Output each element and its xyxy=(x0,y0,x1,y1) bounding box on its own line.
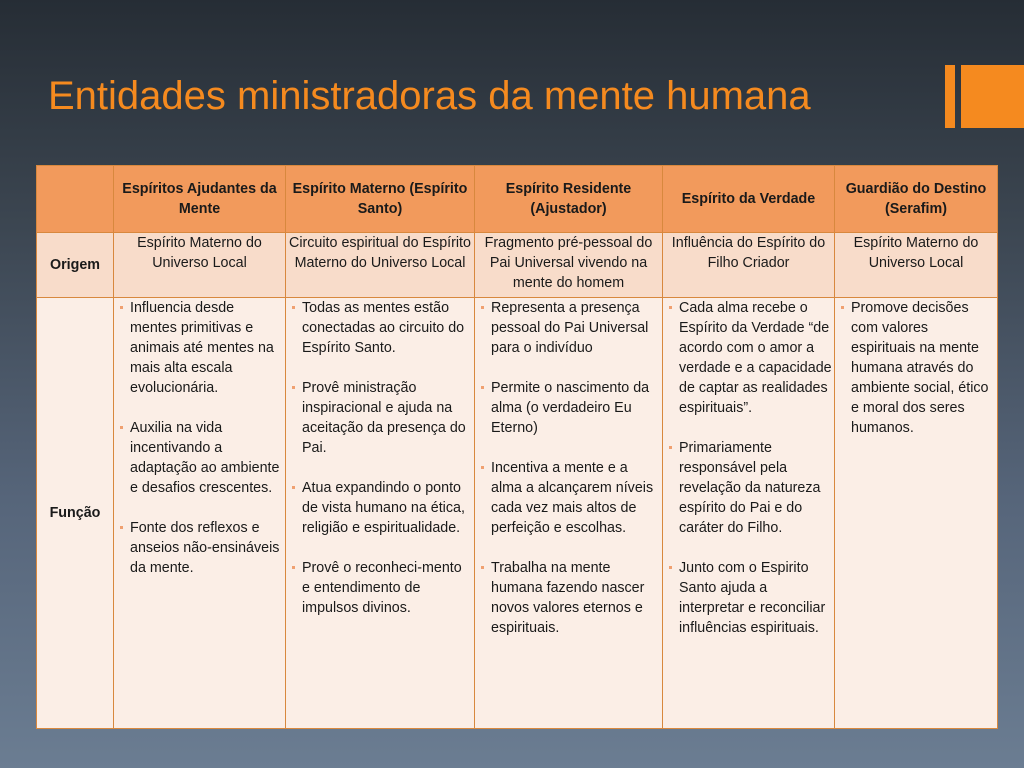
bullet-item: Primariamente responsável pela revelação da natureza espírito do Pai e do caráter do Filho. xyxy=(667,438,832,538)
origem-cell: Fragmento pré-pessoal do Pai Universal vivendo na mente do homem xyxy=(475,233,663,298)
bullet-list xyxy=(667,298,832,638)
bullet-item: Permite o nascimento da alma (o verdadeiro Eu Eterno) xyxy=(479,378,660,438)
entities-table xyxy=(36,165,998,729)
funcao-cell xyxy=(663,298,835,729)
bullet-list xyxy=(290,298,472,618)
row-label-funcao: Função xyxy=(37,298,114,729)
bullet-list xyxy=(479,298,660,638)
bullet-item: Provê o reconheci-mento e entendimento de impulsos divinos. xyxy=(290,558,472,618)
column-header: Guardião do Destino (Serafim) xyxy=(835,166,998,233)
bullet-item: Fonte dos reflexos e anseios não-ensináveis da mente. xyxy=(118,518,283,578)
bullet-item: Provê ministração inspiracional e ajuda na aceitação da presença do Pai. xyxy=(290,378,472,458)
bullet-item: Promove decisões com valores espirituais na mente humana através do ambiente social, ético e moral dos seres humanos. xyxy=(839,298,995,438)
bullet-item: Incentiva a mente e a alma a alcançarem níveis cada vez mais altos de perfeição e escolhas. xyxy=(479,458,660,538)
decorative-bar-thin xyxy=(945,65,955,128)
column-header: Espíritos Ajudantes da Mente xyxy=(114,166,286,233)
header-row xyxy=(37,166,998,233)
bullet-item: Junto com o Espirito Santo ajuda a interpretar e reconciliar influências espirituais. xyxy=(667,558,832,638)
bullet-item: Cada alma recebe o Espírito da Verdade “de acordo com o amor a verdade e a capacidade de captar as realidades espirituais”. xyxy=(667,298,832,418)
bullet-item: Representa a presença pessoal do Pai Universal para o indivíduo xyxy=(479,298,660,358)
row-label-origem: Origem xyxy=(37,233,114,298)
bullet-item: Todas as mentes estão conectadas ao circuito do Espírito Santo. xyxy=(290,298,472,358)
origem-cell: Espírito Materno do Universo Local xyxy=(114,233,286,298)
bullet-item: Auxilia na vida incentivando a adaptação ao ambiente e desafios crescentes. xyxy=(118,418,283,498)
bullet-item: Atua expandindo o ponto de vista humano na ética, religião e espiritualidade. xyxy=(290,478,472,538)
bullet-item: Influencia desde mentes primitivas e animais até mentes na mais alta escala evolucionária. xyxy=(118,298,283,398)
origem-cell: Influência do Espírito do Filho Criador xyxy=(663,233,835,298)
slide-title: Entidades ministradoras da mente humana xyxy=(48,74,811,118)
column-header: Espírito Residente (Ajustador) xyxy=(475,166,663,233)
bullet-list xyxy=(118,298,283,578)
funcao-cell xyxy=(114,298,286,729)
origem-row xyxy=(37,233,998,298)
origem-cell: Espírito Materno do Universo Local xyxy=(835,233,998,298)
header-cell-empty xyxy=(37,166,114,233)
funcao-cell xyxy=(475,298,663,729)
column-header: Espírito da Verdade xyxy=(663,166,835,233)
funcao-cell xyxy=(286,298,475,729)
bullet-item: Trabalha na mente humana fazendo nascer novos valores eternos e espirituais. xyxy=(479,558,660,638)
bullet-list xyxy=(839,298,995,438)
origem-cell: Circuito espiritual do Espírito Materno do Universo Local xyxy=(286,233,475,298)
funcao-row xyxy=(37,298,998,729)
funcao-cell xyxy=(835,298,998,729)
decorative-bar-wide xyxy=(961,65,1024,128)
column-header: Espírito Materno (Espírito Santo) xyxy=(286,166,475,233)
